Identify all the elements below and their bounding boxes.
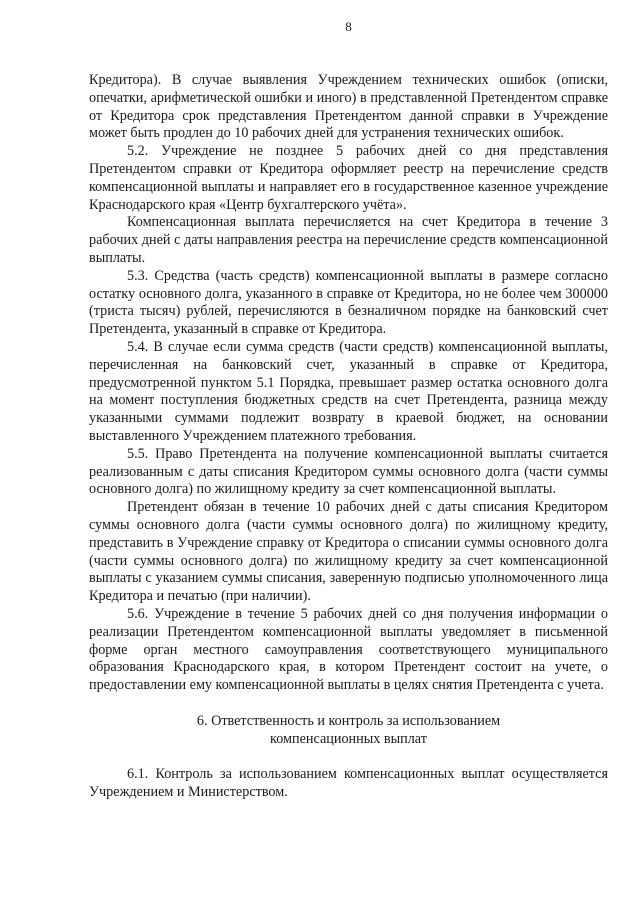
paragraph-5-4: 5.4. В случае если сумма средств (части средств) компенсационной выплаты, перечисленная на банковский счет, указанный в справке от Кредитора, предусмотренной пунктом 5.1 Порядка, превышает размер остатка основного долга на момент поступления бюджетных средств на счет Претендента, разница между указанными суммами подлежит возврату в краевой бюджет, на основании выставленного Учреждением платежного требования. [89,338,608,444]
section-title-line-1: 6. Ответственность и контроль за использованием [196,712,501,729]
section-title-line-2: компенсационных выплат [270,730,427,747]
paragraph-6-1: 6.1. Контроль за использованием компенсационных выплат осуществляется Учреждением и Министерством. [89,766,608,801]
paragraph-5-2: 5.2. Учреждение не позднее 5 рабочих дней со дня представления Претендентом справки от Кредитора оформляет реестр на перечисление средств компенсационной выплаты и направляет его в государственное казенное учреждение Краснодарского края «Центр бухгалтерского учёта». [89,143,608,213]
page-number: 8 [345,19,352,34]
section-6-title [89,713,608,749]
paragraph-applicant-obligation: Претендент обязан в течение 10 рабочих дней с даты списания Кредитором суммы основного долга (части суммы основного долга) по жилищному кредиту, представить в Учреждение справку от Кредитора о списании суммы основного долга (части суммы основного долга) по жилищному кредиту за счет компенсационной выплаты с указанием суммы списания, заверенную подписью уполномоченного лица Кредитора и печатью (при наличии). [89,499,608,605]
paragraph-continuation: Кредитора). В случае выявления Учреждением технических ошибок (описки, опечатки, арифметической ошибки и иного) в представленной Претендентом справке от Кредитора срок представления Претендентом данной справки в Учреждение может быть продлен до 10 рабочих дней для устранения технических ошибок. [89,72,608,142]
paragraph-5-5: 5.5. Право Претендента на получение компенсационной выплаты считается реализованным с даты списания Кредитором суммы основного долга (части суммы основного долга) по жилищному кредиту за счет компенсационной выплаты. [89,445,608,498]
paragraph-5-3: 5.3. Средства (часть средств) компенсационной выплаты в размере согласно остатку основного долга, указанного в справке от Кредитора, но не более чем 300000 (триста тысяч) рублей, перечисляются в безналичном порядке на банковский счет Претендента, указанный в справке от Кредитора. [89,267,608,338]
paragraph-compensation-transfer: Компенсационная выплата перечисляется на счет Кредитора в течение 3 рабочих дней с даты направления реестра на перечисление средств компенсационной выплаты. [89,214,608,266]
paragraph-5-6: 5.6. Учреждение в течение 5 рабочих дней со дня получения информации о реализации Претендентом компенсационной выплаты уведомляет в письменной форме орган местного самоуправления соответствующего муниципального образования Краснодарского края, в котором Претендент состоит на учете, о предоставлении ему компенсационной выплаты в целях снятия Претендента с учета. [89,605,608,694]
